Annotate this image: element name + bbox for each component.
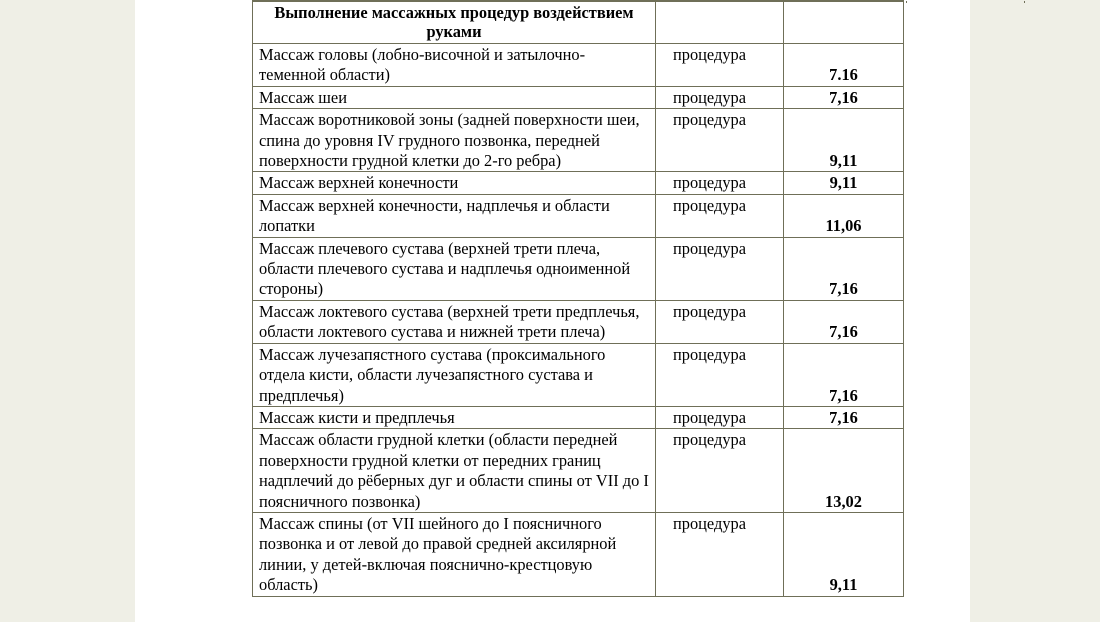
- price-value: 9,11: [784, 109, 904, 172]
- unit: процедура: [656, 44, 784, 87]
- price-value: 7,16: [784, 300, 904, 343]
- procedure-name: Массаж головы (лобно-височной и затылочно-теменной области): [253, 44, 656, 87]
- procedure-name: Массаж верхней конечности: [253, 172, 656, 194]
- empty-cell: [784, 2, 904, 44]
- table-row: [253, 343, 904, 406]
- unit: процедура: [656, 406, 784, 428]
- procedure-name: Массаж спины (от VII шейного до I поясничного позвонка и от левой до правой средней аксилярной линии, у детей-включая пояснично-крестцовую область): [253, 512, 656, 596]
- table-row: [253, 512, 904, 596]
- unit: процедура: [656, 429, 784, 513]
- table-row: [253, 44, 904, 87]
- table-row: [253, 109, 904, 172]
- price-value: 7,16: [784, 406, 904, 428]
- price-table: [252, 1, 904, 597]
- table-row: [253, 406, 904, 428]
- procedure-name: Массаж области грудной клетки (области передней поверхности грудной клетки от передних границ надплечий до рёберных дуг и области спины от VII до I поясничного позвонка): [253, 429, 656, 513]
- procedure-name: Массаж воротниковой зоны (задней поверхности шеи, спина до уровня IV грудного позвонка, передней поверхности грудной клетки до 2-го ребра): [253, 109, 656, 172]
- table-row: [253, 237, 904, 300]
- price-value: 7.16: [784, 44, 904, 87]
- price-value: 11,06: [784, 194, 904, 237]
- procedure-name: Массаж плечевого сустава (верхней трети плеча, области плечевого сустава и надплечья одноименной стороны): [253, 237, 656, 300]
- procedure-name: Массаж лучезапястного сустава (проксимального отдела кисти, области лучезапястного сустава и предплечья): [253, 343, 656, 406]
- price-value: 7,16: [784, 86, 904, 108]
- unit: процедура: [656, 194, 784, 237]
- unit: процедура: [656, 237, 784, 300]
- table-row: [253, 172, 904, 194]
- unit: процедура: [656, 512, 784, 596]
- procedure-name: Массаж кисти и предплечья: [253, 406, 656, 428]
- unit: процедура: [656, 109, 784, 172]
- table-row: [253, 86, 904, 108]
- section-title: Выполнение массажных процедур воздействием руками: [253, 2, 656, 44]
- section-header-row: [253, 2, 904, 44]
- price-value: 7,16: [784, 237, 904, 300]
- procedure-name: Массаж локтевого сустава (верхней трети предплечья, области локтевого сустава и нижней трети плеча): [253, 300, 656, 343]
- price-value: 7,16: [784, 343, 904, 406]
- empty-cell: [656, 2, 784, 44]
- table-row: [253, 300, 904, 343]
- price-value: 9,11: [784, 512, 904, 596]
- unit: процедура: [656, 172, 784, 194]
- unit: процедура: [656, 343, 784, 406]
- unit: процедура: [656, 300, 784, 343]
- table-row: [253, 194, 904, 237]
- divider: [906, 1, 907, 3]
- price-value: 9,11: [784, 172, 904, 194]
- divider: [1024, 1, 1025, 3]
- table-row: [253, 429, 904, 513]
- procedure-name: Массаж верхней конечности, надплечья и области лопатки: [253, 194, 656, 237]
- procedure-name: Массаж шеи: [253, 86, 656, 108]
- price-value: 13,02: [784, 429, 904, 513]
- unit: процедура: [656, 86, 784, 108]
